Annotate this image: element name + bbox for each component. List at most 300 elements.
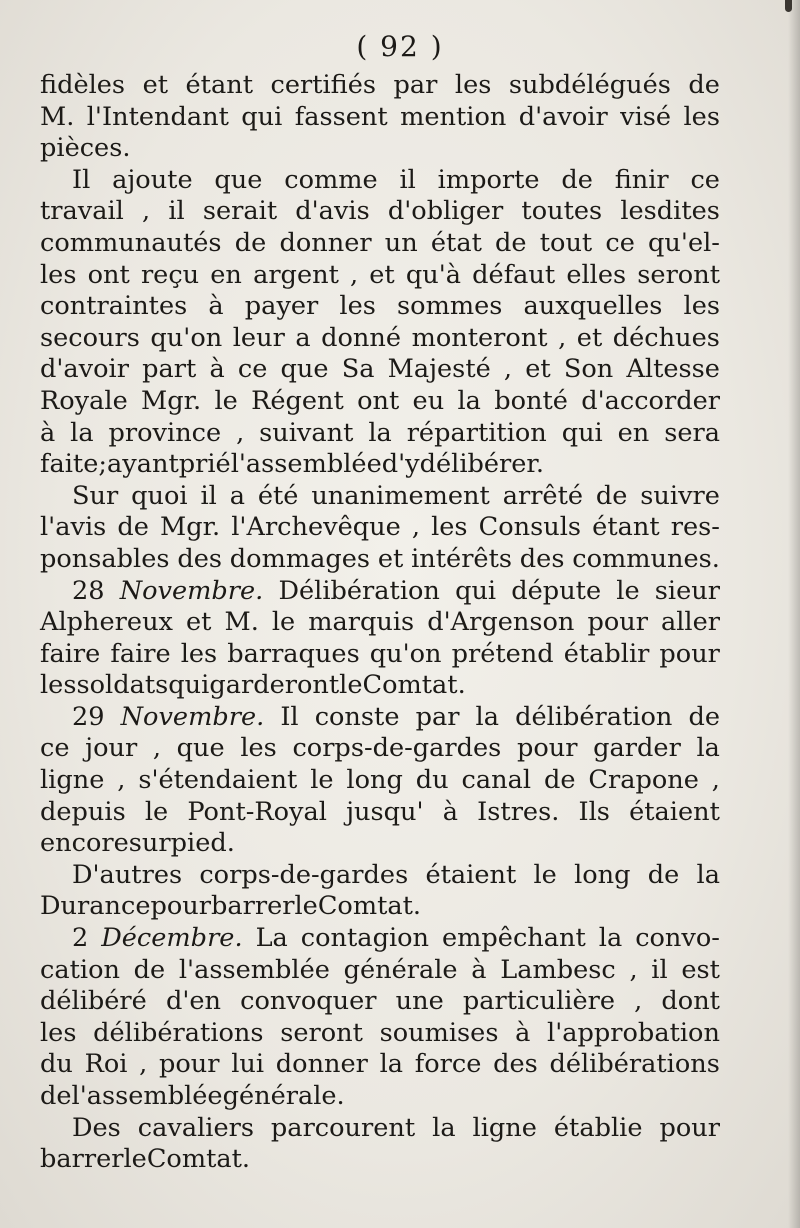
word: les: [40, 259, 77, 290]
word: communautés: [40, 227, 222, 258]
word: le: [214, 385, 238, 416]
word: seront: [280, 1017, 363, 1048]
word: comme: [284, 164, 378, 195]
word: de: [595, 480, 628, 511]
word: à: [40, 417, 56, 448]
word: fidèles: [40, 70, 126, 100]
word: 2: [72, 923, 89, 954]
word: étaient: [629, 796, 720, 827]
word: le: [616, 575, 640, 606]
word: et: [142, 70, 169, 100]
word: et: [369, 259, 395, 290]
word: Altesse: [626, 354, 720, 385]
word: la: [368, 417, 392, 448]
word: de: [688, 70, 720, 100]
word: le: [144, 796, 169, 827]
word: long: [346, 765, 403, 796]
word: des: [177, 543, 222, 574]
word: Novembre.: [120, 701, 265, 732]
word: parcourent: [270, 1112, 416, 1143]
word: des: [493, 1049, 538, 1080]
word: dont: [661, 986, 720, 1017]
word: établie: [553, 1112, 643, 1143]
word: tout: [539, 227, 593, 258]
word: Régent: [251, 385, 344, 416]
word: leur: [232, 322, 285, 353]
word: et: [377, 543, 404, 574]
word: cation: [40, 954, 120, 985]
word: a: [229, 480, 245, 511]
word: ce: [237, 354, 268, 385]
word: il: [168, 196, 185, 227]
text-line: [40, 449, 720, 481]
text-line: [40, 765, 720, 797]
word: l'avis: [40, 512, 107, 543]
word: pour: [150, 891, 211, 922]
word: sieur: [654, 575, 720, 606]
word: défaut: [472, 259, 556, 290]
text-line: [40, 891, 720, 923]
word: les: [431, 512, 468, 543]
word: pour: [159, 1049, 220, 1080]
word: Pont-Royal: [187, 796, 327, 827]
word: délibérations: [549, 1049, 720, 1080]
word: du: [40, 1049, 73, 1080]
word: ;: [98, 449, 107, 480]
word: soldats: [76, 670, 169, 701]
word: M.: [224, 607, 259, 638]
word: de: [647, 859, 680, 890]
word: 29: [72, 701, 105, 732]
word: les: [454, 70, 492, 100]
word: canal: [461, 765, 532, 796]
body-text: [40, 70, 720, 1176]
word: argent: [253, 259, 339, 290]
word: députe: [511, 575, 602, 606]
word: part: [142, 354, 197, 385]
word: la: [696, 733, 720, 764]
text-line: [40, 228, 720, 260]
word: de: [133, 954, 166, 985]
word: Consuls: [478, 512, 582, 543]
word: soumises: [379, 1017, 499, 1048]
word: d'y: [381, 449, 420, 480]
word: communes.: [572, 543, 720, 574]
word: l'assemblée: [178, 954, 330, 985]
word: jour: [85, 733, 138, 764]
word: de: [561, 164, 593, 195]
word: est: [681, 954, 720, 985]
word: de: [495, 227, 527, 258]
word: serait: [202, 196, 278, 227]
word: Mgr.: [141, 385, 202, 416]
word: à: [442, 796, 459, 827]
word: d'Argenson: [427, 607, 575, 638]
word: subdélégués: [508, 70, 671, 100]
word: pour: [659, 1112, 720, 1143]
word: que: [176, 733, 225, 764]
word: payer: [244, 291, 319, 322]
word: s'étendaient: [138, 765, 298, 796]
text-line: [40, 1049, 720, 1081]
text-line: [40, 481, 720, 513]
word: pour: [587, 607, 648, 638]
text-line: [40, 512, 720, 544]
word: importe: [437, 164, 540, 195]
word: l'assemblée: [71, 1081, 223, 1111]
word: reçu: [140, 259, 200, 290]
text-line: [40, 544, 720, 576]
word: intérêts: [411, 543, 512, 574]
word: du: [415, 765, 449, 796]
word: ,: [503, 354, 513, 385]
word: Alphereux: [40, 607, 173, 638]
word: ponsables: [40, 543, 170, 574]
word: par: [415, 701, 460, 732]
word: les: [240, 733, 277, 764]
word: établir: [563, 638, 650, 669]
word: à: [471, 954, 487, 985]
word: mention: [400, 101, 507, 132]
word: générale: [343, 954, 458, 985]
word: conste: [314, 701, 400, 732]
word: qu'à: [405, 259, 462, 290]
page-number: ( 92 ): [356, 30, 444, 63]
word: répartition: [406, 417, 547, 448]
word: encore: [40, 828, 129, 859]
word: et: [186, 607, 212, 638]
word: ,: [711, 765, 720, 796]
word: ce: [40, 733, 70, 764]
word: à: [208, 291, 224, 322]
word: d'en: [165, 986, 222, 1017]
text-line: [40, 386, 720, 418]
word: le: [310, 765, 334, 796]
word: ce: [605, 227, 635, 258]
word: Roi: [84, 1049, 128, 1080]
word: Lambesc: [500, 954, 616, 985]
word: été: [257, 480, 299, 511]
word: qui: [241, 101, 283, 132]
word: prié: [178, 449, 231, 480]
word: suivant: [259, 417, 354, 448]
word: de: [40, 1081, 72, 1111]
text-line: [40, 828, 720, 860]
word: D'autres: [72, 859, 183, 890]
word: arrêté: [502, 480, 584, 511]
word: Comtat.: [362, 670, 466, 701]
word: les: [683, 101, 720, 132]
word: eu: [412, 385, 445, 416]
word: déchues: [612, 322, 720, 353]
word: quoi: [131, 480, 188, 511]
word: Durance: [40, 891, 151, 922]
text-line: [40, 639, 720, 671]
text-line: [40, 323, 720, 355]
word: la: [70, 417, 94, 448]
word: il: [399, 164, 416, 195]
word: sommes: [397, 291, 503, 322]
word: corps-de-gardes: [292, 733, 502, 764]
word: le: [123, 1144, 147, 1175]
word: la: [696, 859, 720, 890]
word: garder: [593, 733, 681, 764]
word: la: [475, 701, 499, 732]
word: Délibération: [278, 575, 440, 606]
word: qu'el-: [648, 227, 720, 258]
word: contagion: [300, 923, 430, 954]
word: Crapone: [588, 765, 699, 796]
word: de: [117, 512, 149, 543]
word: d'obliger: [387, 196, 504, 227]
word: ,: [152, 733, 161, 764]
word: qu'on: [150, 322, 223, 353]
word: aller: [660, 607, 720, 638]
word: jusqu': [346, 796, 424, 827]
text-line: [40, 702, 720, 734]
word: les: [180, 638, 218, 669]
word: de: [234, 227, 267, 258]
word: le: [271, 607, 296, 638]
word: pièces.: [40, 133, 131, 164]
word: elles: [566, 259, 627, 290]
word: corps-de-gardes: [199, 859, 409, 890]
word: barrer: [40, 1144, 124, 1175]
word: les: [40, 670, 77, 701]
word: prétend: [451, 638, 554, 669]
word: fassent: [294, 101, 388, 132]
word: ,: [142, 196, 151, 227]
word: finir: [614, 164, 669, 195]
word: particulière: [462, 986, 615, 1017]
word: lui: [231, 1049, 265, 1080]
word: l'assemblée: [230, 449, 382, 480]
text-line: [40, 165, 720, 197]
text-line: [40, 196, 720, 228]
word: délibéré: [40, 986, 147, 1017]
word: toutes: [521, 196, 603, 227]
word: pour: [659, 638, 720, 669]
word: cavaliers: [137, 1112, 254, 1143]
word: d'avoir: [40, 354, 129, 385]
word: les: [339, 291, 376, 322]
text-line: [40, 1018, 720, 1050]
word: a: [295, 322, 311, 353]
word: pied.: [170, 828, 235, 859]
word: et: [525, 354, 551, 385]
word: suivre: [640, 480, 720, 511]
word: Décembre.: [101, 923, 243, 954]
word: la: [457, 385, 481, 416]
word: Des: [72, 1112, 121, 1143]
word: barraques: [227, 638, 360, 669]
word: étaient: [425, 859, 517, 890]
word: ,: [558, 322, 567, 353]
page-edge-shadow: [788, 0, 800, 1228]
word: à: [209, 354, 225, 385]
text-line: [40, 576, 720, 608]
text-line: [40, 1144, 720, 1176]
word: garderont: [209, 670, 340, 701]
word: étant: [185, 70, 253, 100]
word: en: [617, 417, 650, 448]
word: qu'on: [369, 638, 442, 669]
word: faire: [110, 638, 171, 669]
word: que: [280, 354, 329, 385]
word: donner: [279, 227, 372, 258]
word: et: [576, 322, 603, 353]
word: Il: [72, 164, 91, 195]
word: une: [395, 986, 444, 1017]
word: faire: [40, 638, 101, 669]
word: la: [598, 923, 623, 954]
text-line: [40, 1081, 720, 1113]
word: les: [683, 291, 720, 322]
word: ,: [411, 512, 420, 543]
word: 28: [72, 575, 105, 606]
word: monteront: [411, 322, 548, 353]
word: Royale: [40, 385, 128, 416]
word: un: [384, 227, 418, 258]
word: depuis: [40, 796, 126, 827]
text-line: [40, 797, 720, 829]
word: des: [519, 543, 565, 574]
word: M.: [40, 101, 75, 132]
word: délibération: [515, 701, 673, 732]
word: le: [294, 891, 318, 922]
word: sur: [128, 828, 171, 859]
word: étant: [592, 512, 660, 543]
word: ,: [634, 986, 643, 1017]
word: pour: [516, 733, 578, 764]
word: donner: [275, 1049, 368, 1080]
word: travail: [40, 196, 124, 227]
word: Sur: [72, 480, 119, 511]
text-line: [40, 70, 720, 102]
text-line: [40, 354, 720, 386]
text-line: [40, 670, 720, 702]
word: Ils: [578, 796, 610, 827]
text-line: [40, 260, 720, 292]
text-line: [40, 102, 720, 134]
word: barrer: [210, 891, 295, 922]
text-line: [40, 923, 720, 955]
word: auxquelles: [523, 291, 663, 322]
word: ,: [139, 1049, 148, 1080]
word: ,: [350, 259, 359, 290]
word: convo-: [635, 923, 720, 954]
word: province: [108, 417, 222, 448]
word: long: [574, 859, 631, 890]
text-line: [40, 986, 720, 1018]
word: d'avis: [295, 196, 370, 227]
word: visé: [620, 101, 672, 132]
word: ajoute: [112, 164, 193, 195]
word: en: [210, 259, 242, 290]
word: lesdites: [620, 196, 720, 227]
word: Mgr.: [159, 512, 221, 543]
word: à: [515, 1017, 531, 1048]
word: empêchant: [442, 923, 586, 954]
text-line: [40, 955, 720, 987]
word: que: [214, 164, 263, 195]
word: force: [414, 1049, 482, 1080]
word: ont: [87, 259, 130, 290]
word: d'accorder: [581, 385, 720, 416]
word: il: [200, 480, 217, 511]
word: convoquer: [240, 986, 377, 1017]
word: l'approbation: [547, 1017, 720, 1048]
word: ligne: [40, 765, 105, 796]
word: d'avoir: [518, 101, 608, 132]
word: ,: [236, 417, 245, 448]
word: ayant: [106, 449, 179, 480]
word: par: [393, 70, 438, 100]
word: de: [688, 701, 720, 732]
word: dommages: [229, 543, 371, 574]
word: de: [543, 765, 576, 796]
ink-mark: [785, 0, 792, 12]
word: les: [40, 1017, 77, 1048]
word: ,: [629, 954, 638, 985]
word: unanimement: [311, 480, 490, 511]
text-line: [40, 860, 720, 892]
text-line: [40, 418, 720, 450]
word: Majesté: [387, 354, 491, 385]
text-line: [40, 607, 720, 639]
word: Istres.: [477, 796, 560, 827]
word: Novembre.: [119, 575, 264, 606]
word: l'Intendant: [86, 101, 229, 132]
word: qui: [455, 575, 497, 606]
word: la: [432, 1112, 456, 1143]
word: qui: [168, 670, 210, 701]
word: bonté: [494, 385, 568, 416]
word: l'Archevêque: [231, 512, 401, 543]
word: Sa: [341, 354, 375, 385]
word: générale.: [222, 1081, 345, 1111]
word: certifiés: [270, 70, 377, 100]
word: Son: [563, 354, 614, 385]
word: faite: [40, 449, 99, 480]
word: ligne: [472, 1112, 537, 1143]
word: res-: [670, 512, 720, 543]
word: donné: [321, 322, 402, 353]
word: ont: [357, 385, 400, 416]
text-line: [40, 733, 720, 765]
word: ce: [690, 164, 720, 195]
word: ,: [117, 765, 126, 796]
word: le: [339, 670, 363, 701]
word: La: [255, 923, 288, 954]
word: Il: [280, 701, 299, 732]
word: secours: [40, 322, 140, 353]
word: la: [379, 1049, 404, 1080]
word: il: [651, 954, 668, 985]
word: délibérations: [93, 1017, 264, 1048]
word: contraintes: [40, 291, 188, 322]
word: délibérer.: [419, 449, 544, 480]
word: le: [533, 859, 557, 890]
word: sera: [664, 417, 720, 448]
word: Comtat.: [146, 1144, 251, 1175]
text-line: [40, 1113, 720, 1145]
word: seront: [637, 259, 720, 290]
text-line: [40, 291, 720, 323]
word: état: [430, 227, 482, 258]
word: qui: [561, 417, 603, 448]
word: Comtat.: [317, 891, 422, 922]
